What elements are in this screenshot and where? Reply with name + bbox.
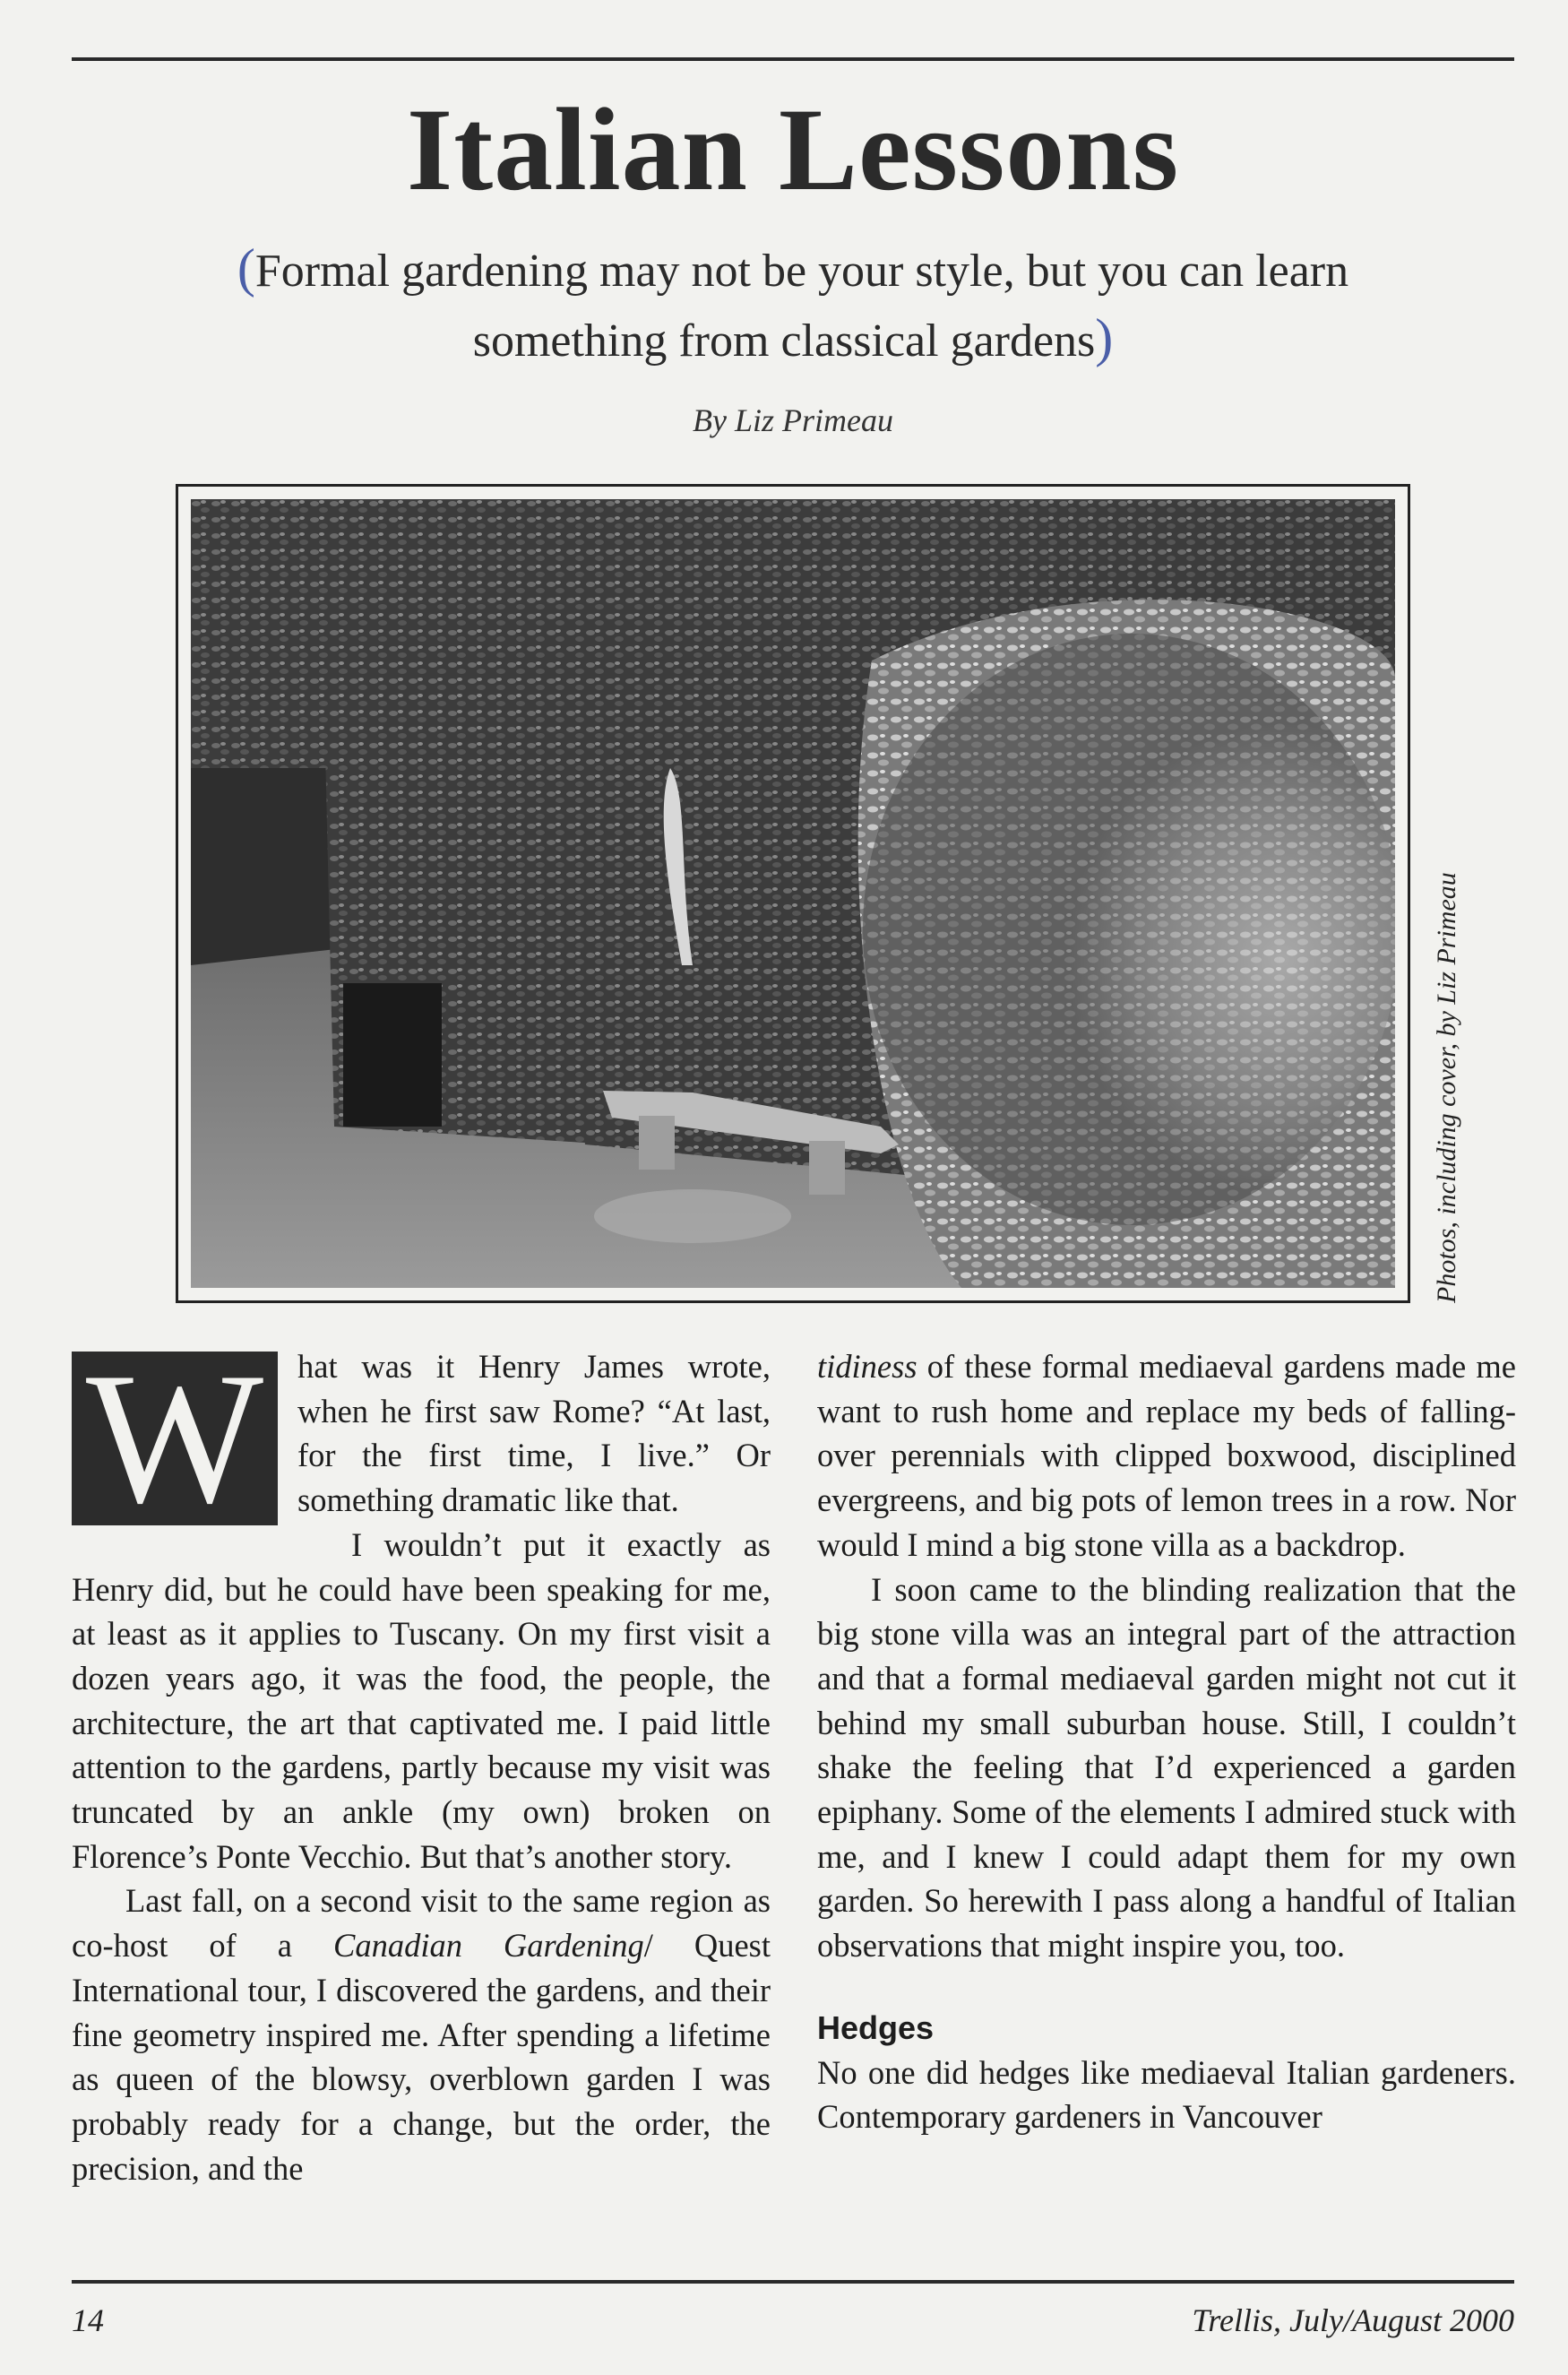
deck-close-paren: ) xyxy=(1095,308,1114,367)
paragraph-3-end: / Quest International tour, I discovered the gardens, and their fine geometry inspired me. After spending a lifetime as queen of the blowsy, overblown garden I was probably ready for a change, but the order, the precision, and the xyxy=(72,1927,771,2187)
right-column xyxy=(817,1344,1516,2139)
paragraph-2: I wouldn’t put it exactly as Henry did, but he could have been speaking for me, at least as it applies to Tuscany. On my first visit a dozen years ago, it was the food, the people, the architecture, the art that captivated me. I paid little attention to the gardens, partly because my visit was truncated by an ankle (my own) broken on Florence’s Ponte Vecchio. But that’s another story. xyxy=(72,1525,771,1875)
article-title: Italian Lessons xyxy=(406,83,1180,215)
paragraph-4 xyxy=(817,1344,1516,1568)
deck-text: Formal gardening may not be your style, but you can learn something from classical gardens xyxy=(254,246,1349,367)
paragraph-1-text: hat was it Henry James wrote, when he first saw Rome? “At last, for the first time, I live.” Or something dramatic like that. xyxy=(297,1348,771,1519)
garden-photo-illustration xyxy=(191,499,1395,1288)
paragraph-1 xyxy=(72,1334,771,1542)
photo-frame xyxy=(176,484,1410,1303)
paragraph-4-text: of these formal mediaeval gardens made me want to rush home and replace my beds of falling-over perennials with clipped boxwood, disciplined evergreens, and big pots of lemon trees in a row. Nor would I mind a big stone villa as a backdrop. xyxy=(817,1348,1516,1563)
article-deck xyxy=(152,235,1434,375)
paragraph-3 xyxy=(72,1878,771,2190)
top-rule xyxy=(72,57,1514,61)
paragraph-3-start: Last fall, on a second visit to the same region as co-host of a xyxy=(72,1882,771,1965)
deck-open-paren: ( xyxy=(237,238,255,298)
garden-hedge-photo xyxy=(191,499,1395,1288)
paragraph-6: No one did hedges like mediaeval Italian gardeners. Contemporary gardeners in Vancouver xyxy=(817,2053,1516,2136)
bottom-rule xyxy=(72,2280,1514,2284)
left-column xyxy=(72,1334,771,2190)
section-heading-hedges: Hedges xyxy=(817,2008,935,2046)
publication-folio: Trellis, July/August 2000 xyxy=(1192,2302,1514,2338)
page-number: 14 xyxy=(72,2302,104,2338)
byline: By Liz Primeau xyxy=(693,402,893,438)
drop-cap: W xyxy=(72,1352,278,1525)
photo-credit: Photos, including cover, by Liz Primeau xyxy=(1432,872,1461,1303)
magazine-name: Canadian Gardening xyxy=(332,1927,644,1965)
emphasis-tidiness: tidiness xyxy=(817,1348,918,1385)
paragraph-5: I soon came to the blinding realization that the big stone villa was an integral part of the attraction and that a formal mediaeval garden might not cut it behind my small suburban house. Still, I couldn’t shake the feeling that I’d experienced a garden epiphany. Some of the elements I admired stuck with me, and I knew I could adapt them for my own garden. So herewith I pass along a handful of Italian observations that might inspire you, too. xyxy=(817,1570,1516,1965)
